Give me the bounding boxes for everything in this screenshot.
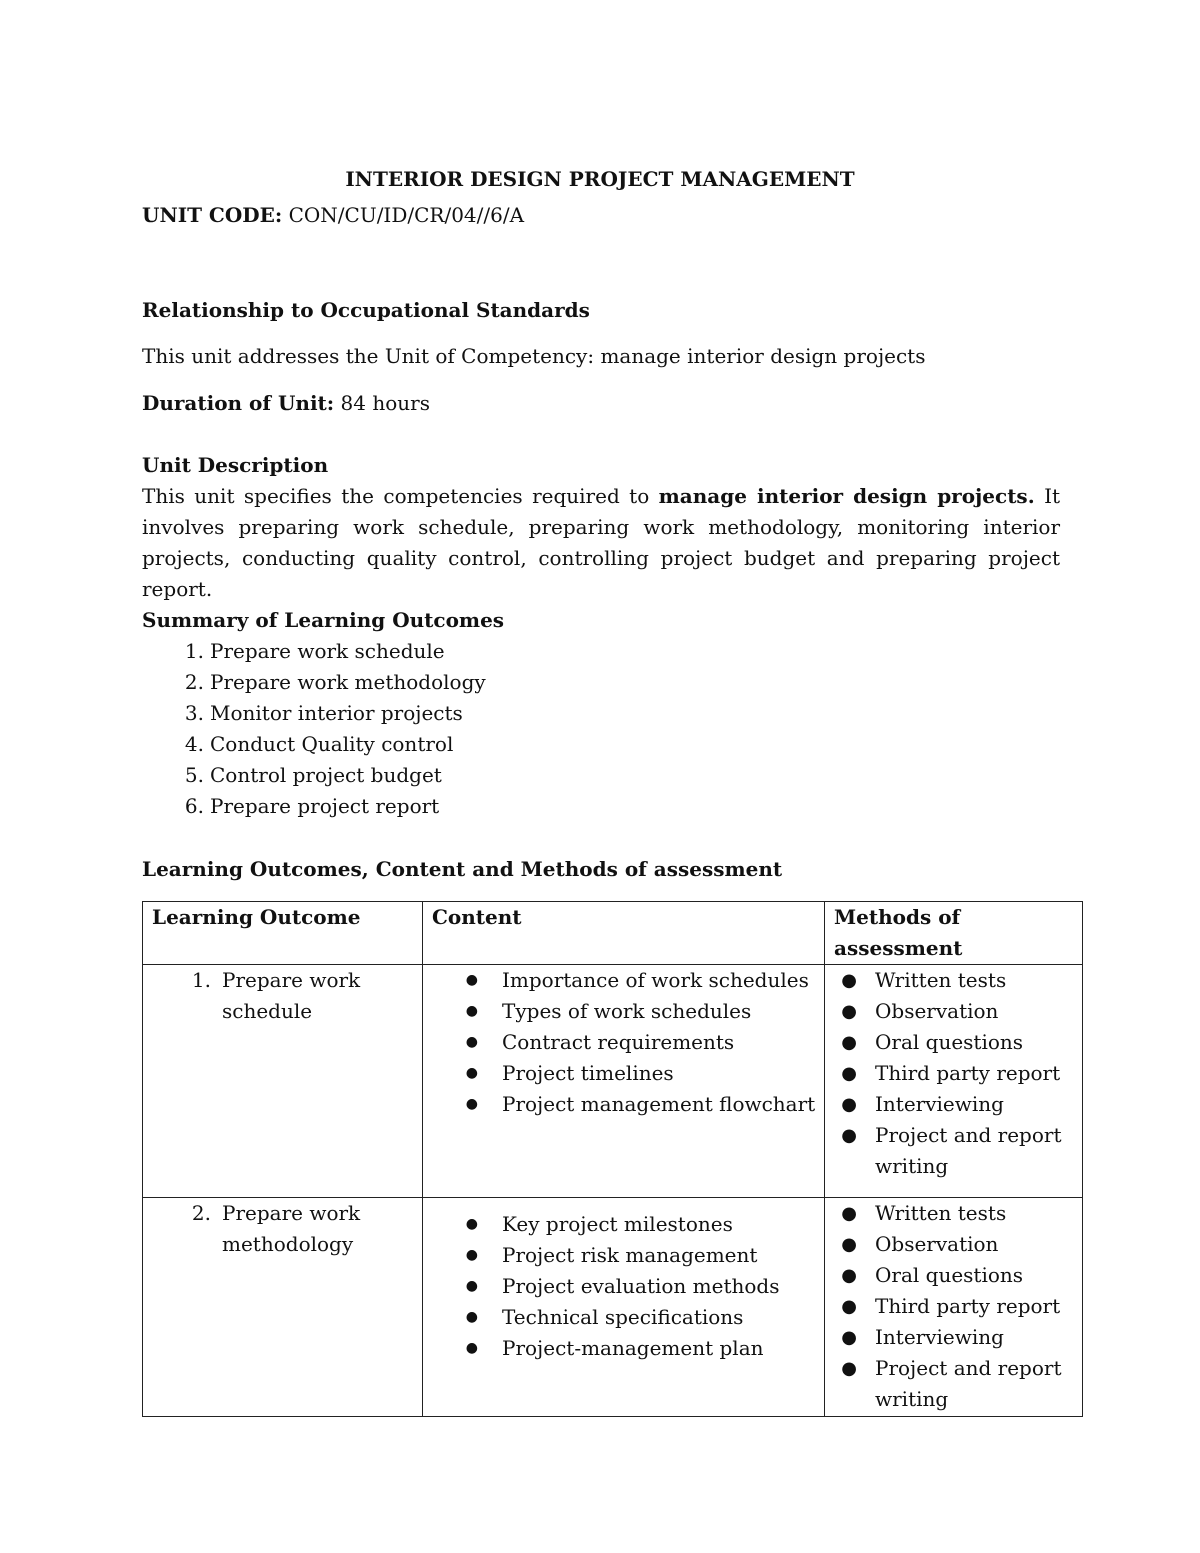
bullet-icon: ● [465, 1034, 478, 1050]
duration-value: 84 hours [340, 391, 430, 415]
bullet-icon: ● [841, 1296, 857, 1317]
bullet-icon: ● [841, 1327, 857, 1348]
methods-cell [825, 965, 1083, 1198]
list-item: ● Project timelines [432, 1058, 824, 1089]
list-item: ● Oral questions [834, 1027, 1082, 1058]
description-text-after: It involves preparing work schedule, preparing work methodology, monitoring interior projects, conducting quality control, controlling project budget and preparing project report. [142, 484, 1061, 601]
page-title: INTERIOR DESIGN PROJECT MANAGEMENT [345, 167, 855, 191]
column-header: Content [423, 902, 825, 965]
methods-cell [825, 1198, 1083, 1417]
list-item: 4. Conduct Quality control [184, 732, 454, 756]
content-cell [423, 965, 825, 1198]
bullet-icon: ● [841, 1265, 857, 1286]
list-item: ● Importance of work schedules [432, 965, 824, 996]
list-item: ● Written tests [834, 965, 1082, 996]
list-item: ● Interviewing [834, 1322, 1082, 1353]
bullet-icon: ● [465, 1216, 478, 1232]
outcome-cell: 2. Prepare work methodology [143, 1198, 423, 1417]
unit-code-value: CON/CU/ID/CR/04//6/A [288, 203, 525, 227]
bullet-icon: ● [841, 1358, 857, 1379]
outcomes-list [142, 636, 486, 822]
bullet-icon: ● [841, 1094, 857, 1115]
list-item: ● Observation [834, 1229, 1082, 1260]
description-text [142, 481, 1060, 605]
bullet-icon: ● [841, 1234, 857, 1255]
description-text-before: This unit specifies the competencies required to [142, 484, 659, 508]
list-item: ● Project and report writing [834, 1120, 1082, 1182]
bullet-icon: ● [465, 1065, 478, 1081]
bullet-icon: ● [465, 1278, 478, 1294]
bullet-icon: ● [841, 1125, 857, 1146]
list-item: ● Oral questions [834, 1260, 1082, 1291]
description-heading: Unit Description [142, 453, 329, 477]
list-item: ● Interviewing [834, 1089, 1082, 1120]
relationship-text: This unit addresses the Unit of Competency: manage interior design projects [142, 344, 926, 368]
bullet-icon: ● [841, 1203, 857, 1224]
list-item: ● Observation [834, 996, 1082, 1027]
bullet-icon: ● [841, 1001, 857, 1022]
list-item: 1. Prepare work schedule [184, 639, 445, 663]
relationship-heading: Relationship to Occupational Standards [142, 298, 590, 322]
list-item: ● Contract requirements [432, 1027, 824, 1058]
bullet-icon: ● [465, 1003, 478, 1019]
column-header: Methods of assessment [825, 902, 1083, 965]
bullet-icon: ● [841, 970, 857, 991]
bullet-icon: ● [465, 1340, 478, 1356]
table-row [143, 1198, 1083, 1417]
assessment-table [142, 901, 1083, 1417]
list-item: ● Technical specifications [432, 1302, 824, 1333]
bullet-icon: ● [465, 1247, 478, 1263]
table-header-row [143, 902, 1083, 965]
list-item: ● Third party report [834, 1058, 1082, 1089]
list-item: 2. Prepare work methodology [184, 670, 486, 694]
bullet-icon: ● [465, 1309, 478, 1325]
list-item: ● Written tests [834, 1198, 1082, 1229]
outcome-cell: 1. Prepare work schedule [143, 965, 423, 1198]
unit-code-label: UNIT CODE: [142, 203, 283, 227]
bullet-icon: ● [465, 1096, 478, 1112]
list-item: ● Types of work schedules [432, 996, 824, 1027]
list-item: 5. Control project budget [184, 763, 442, 787]
assessment-heading: Learning Outcomes, Content and Methods of assessment [142, 857, 783, 881]
list-item: ● Project evaluation methods [432, 1271, 824, 1302]
list-item: ● Project and report writing [834, 1353, 1082, 1415]
list-item: ● Key project milestones [432, 1209, 824, 1240]
column-header: Learning Outcome [143, 902, 423, 965]
description-text-bold: manage interior design projects. [658, 484, 1035, 508]
list-item: 3. Monitor interior projects [184, 701, 463, 725]
duration-label: Duration of Unit: [142, 391, 335, 415]
bullet-icon: ● [841, 1032, 857, 1053]
list-item: ● Project risk management [432, 1240, 824, 1271]
list-item: ● Project-management plan [432, 1333, 824, 1364]
summary-heading: Summary of Learning Outcomes [142, 608, 505, 632]
duration [142, 388, 430, 419]
list-item: ● Project management flowchart [432, 1089, 824, 1120]
unit-code [142, 200, 524, 231]
list-item: 6. Prepare project report [184, 794, 440, 818]
list-item: ● Third party report [834, 1291, 1082, 1322]
bullet-icon: ● [841, 1063, 857, 1084]
table-row [143, 965, 1083, 1198]
content-cell [423, 1198, 825, 1417]
bullet-icon: ● [465, 972, 478, 988]
